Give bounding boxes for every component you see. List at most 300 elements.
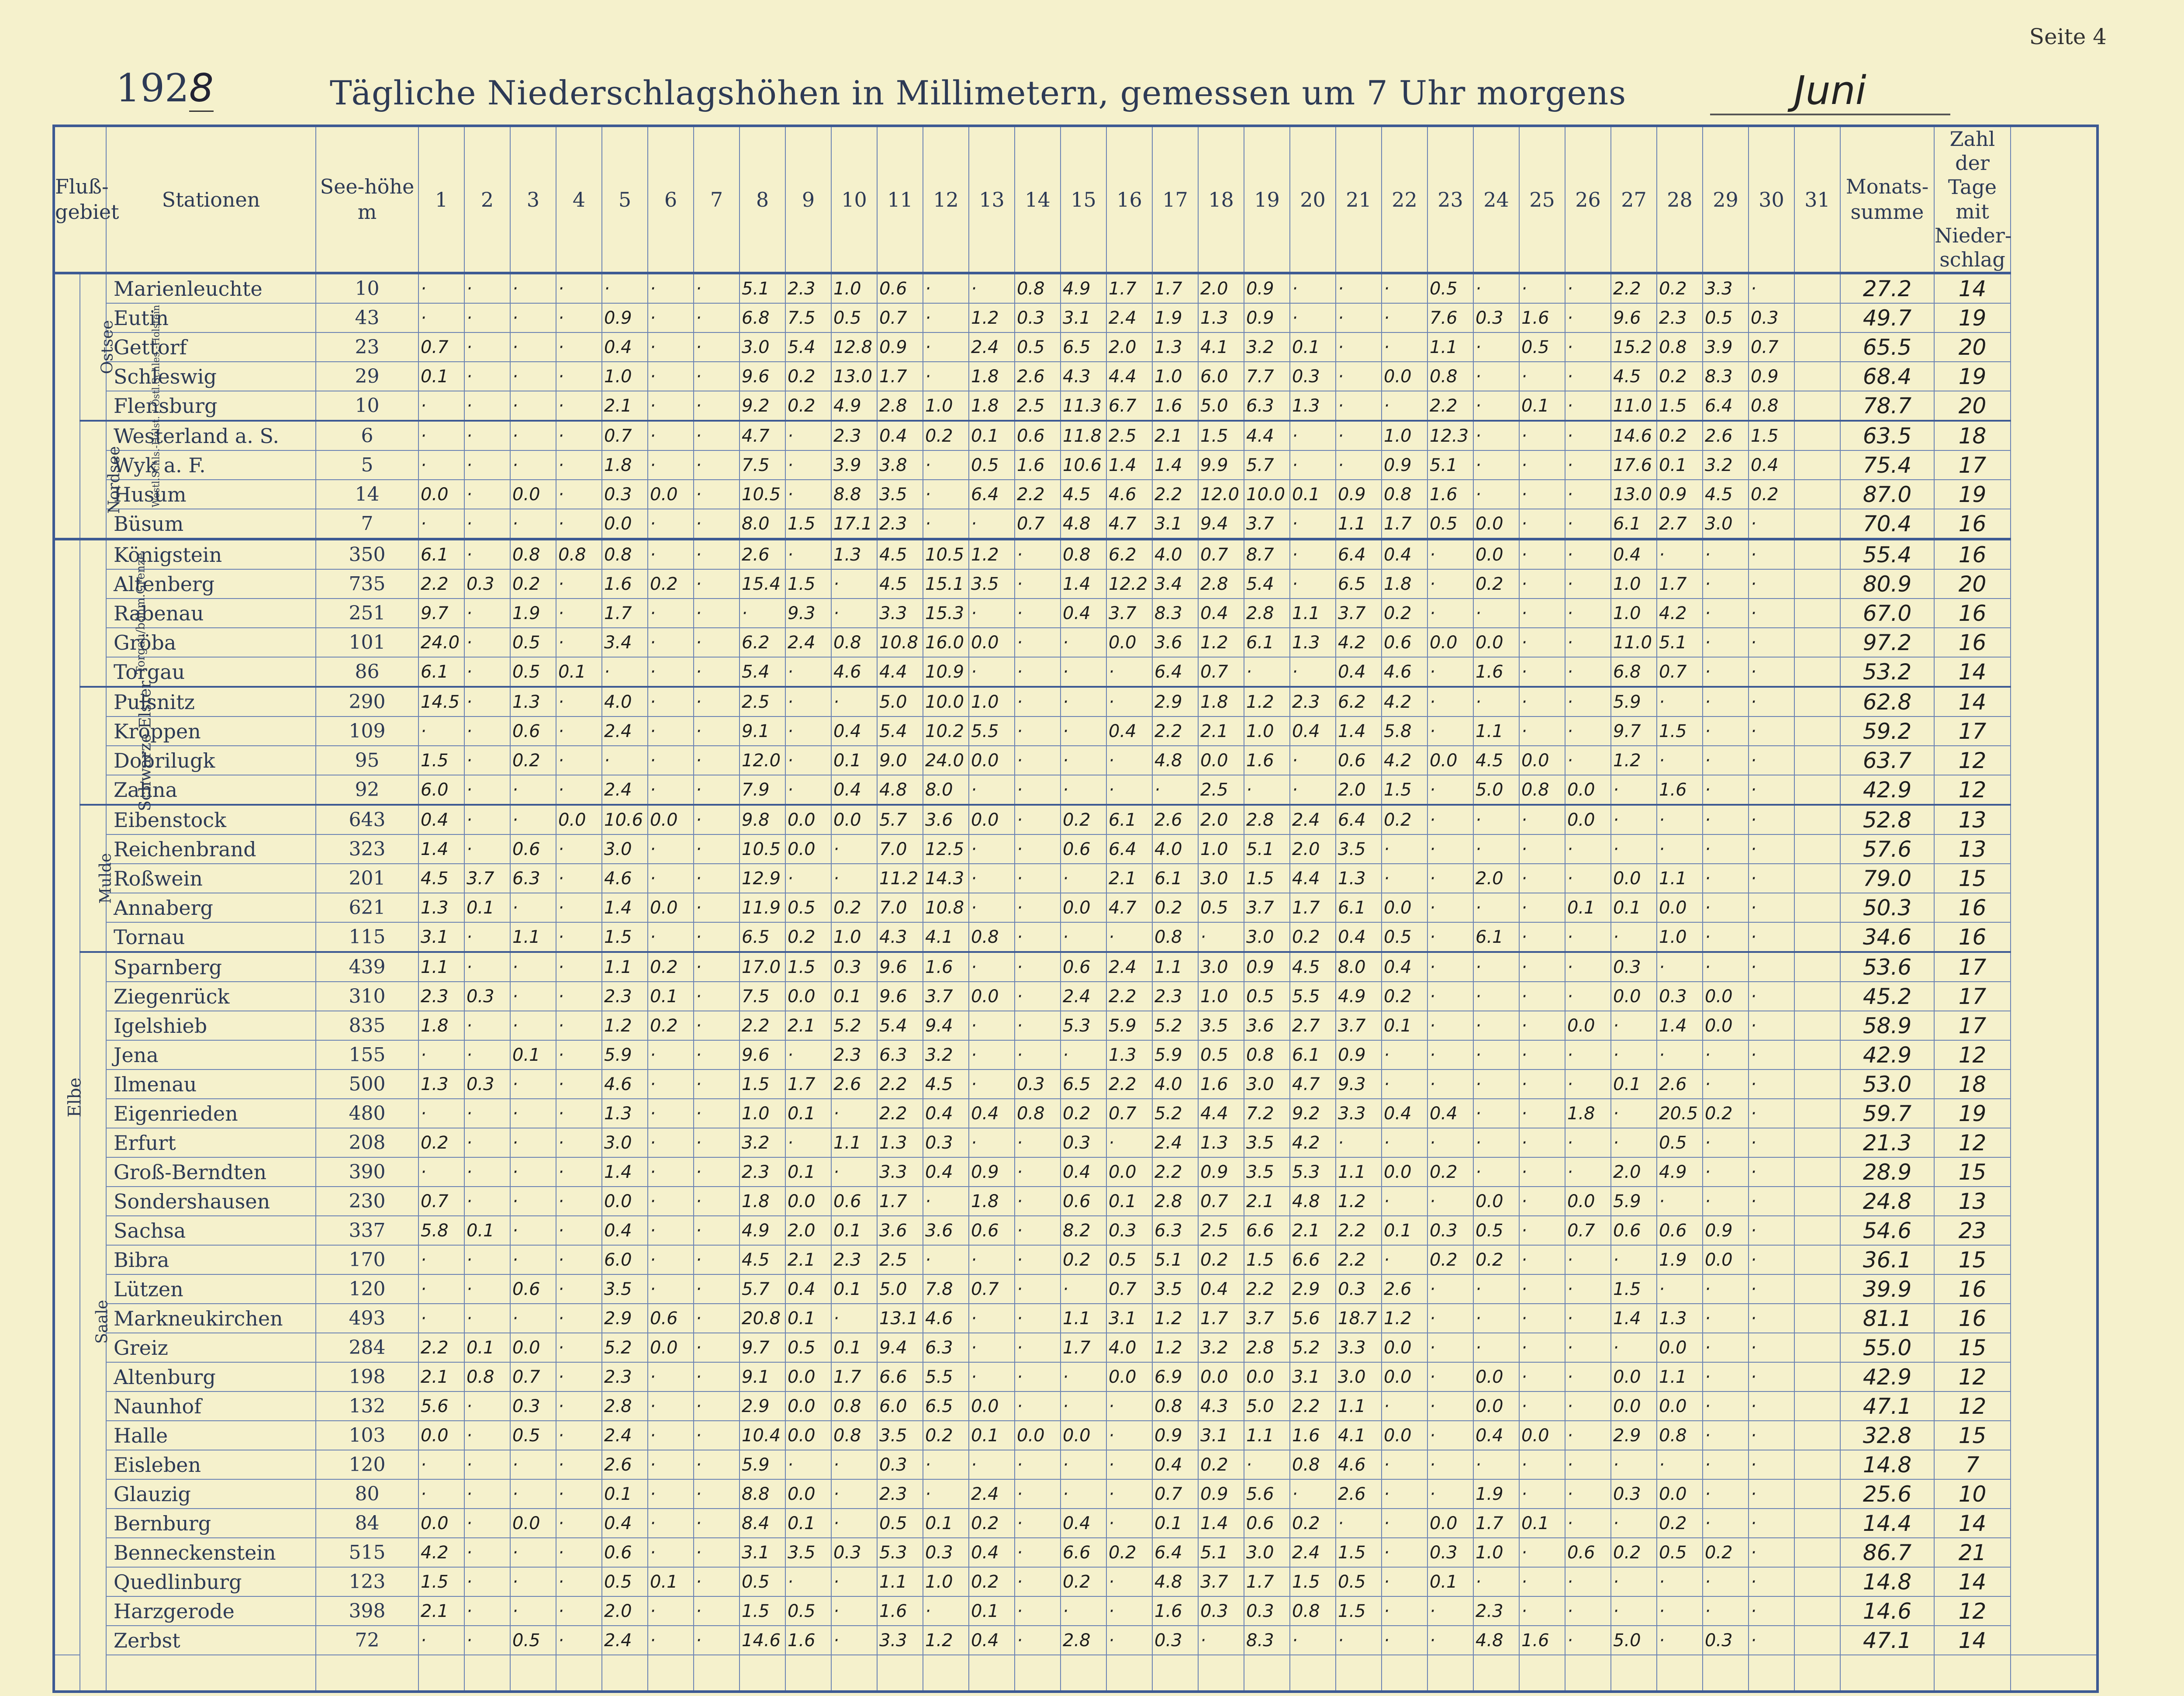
day-value: 0.1 bbox=[785, 1099, 831, 1128]
day-value: · bbox=[694, 509, 740, 539]
day-header: 27 bbox=[1611, 126, 1657, 273]
day-value: · bbox=[1749, 805, 1794, 834]
day-value: 3.5 bbox=[785, 1538, 831, 1567]
day-value: · bbox=[1657, 1274, 1703, 1304]
day-value: 1.5 bbox=[1749, 421, 1794, 450]
day-value: · bbox=[464, 1596, 510, 1626]
day-value: 0.6 bbox=[602, 1538, 648, 1567]
day-value: · bbox=[556, 1362, 602, 1391]
table-row bbox=[54, 922, 2098, 952]
day-value bbox=[1794, 1187, 1840, 1216]
day-value: 2.9 bbox=[1290, 1274, 1336, 1304]
day-value: 0.9 bbox=[1749, 362, 1794, 391]
monthly-sum: 21.3 bbox=[1840, 1128, 1934, 1157]
day-value: · bbox=[1703, 657, 1749, 687]
empty-cell bbox=[694, 1655, 740, 1692]
day-value: · bbox=[648, 273, 694, 303]
day-value: 0.0 bbox=[510, 480, 556, 509]
day-value: 0.2 bbox=[831, 893, 877, 922]
day-value: · bbox=[969, 1333, 1015, 1362]
day-value: 0.0 bbox=[1427, 746, 1473, 775]
day-value bbox=[1794, 1450, 1840, 1479]
day-value: 2.1 bbox=[418, 1596, 464, 1626]
day-value: · bbox=[694, 1040, 740, 1070]
day-value: · bbox=[510, 952, 556, 982]
day-value: · bbox=[969, 834, 1015, 864]
day-value: 1.6 bbox=[1198, 1070, 1244, 1099]
day-value: · bbox=[1565, 1245, 1611, 1274]
day-value: 7.7 bbox=[1244, 362, 1290, 391]
day-value: 0.3 bbox=[464, 569, 510, 599]
day-value: 6.4 bbox=[1152, 657, 1198, 687]
day-value: · bbox=[1473, 893, 1519, 922]
monthly-sum: 32.8 bbox=[1840, 1421, 1934, 1450]
day-value: · bbox=[418, 1479, 464, 1509]
day-value: · bbox=[648, 1040, 694, 1070]
day-value: · bbox=[1565, 362, 1611, 391]
day-value: 3.3 bbox=[877, 1157, 923, 1187]
day-value: 4.4 bbox=[1198, 1099, 1244, 1128]
day-value: · bbox=[923, 303, 969, 332]
station-elevation: 101 bbox=[316, 628, 418, 657]
day-value: 0.0 bbox=[785, 1187, 831, 1216]
day-value: 1.0 bbox=[740, 1099, 785, 1128]
day-value: · bbox=[831, 1450, 877, 1479]
day-value: · bbox=[1703, 952, 1749, 982]
day-value: · bbox=[510, 1128, 556, 1157]
day-value: 5.5 bbox=[1290, 982, 1336, 1011]
day-value: · bbox=[1611, 1245, 1657, 1274]
day-value: 2.0 bbox=[1198, 805, 1244, 834]
table-row bbox=[54, 893, 2098, 922]
day-value: 2.5 bbox=[877, 1245, 923, 1274]
day-header: 29 bbox=[1703, 126, 1749, 273]
day-value: 0.3 bbox=[831, 952, 877, 982]
day-value: · bbox=[923, 480, 969, 509]
day-value: · bbox=[1749, 1304, 1794, 1333]
rain-days: 17 bbox=[1934, 716, 2011, 746]
day-value: 2.8 bbox=[877, 391, 923, 421]
day-value: · bbox=[831, 1479, 877, 1509]
day-value: 0.5 bbox=[1657, 1538, 1703, 1567]
day-value: 0.2 bbox=[1749, 480, 1794, 509]
day-value: · bbox=[556, 273, 602, 303]
day-value: · bbox=[648, 303, 694, 332]
day-value: 1.5 bbox=[418, 1567, 464, 1596]
day-value: 5.1 bbox=[1198, 1538, 1244, 1567]
day-value: 2.2 bbox=[1244, 1274, 1290, 1304]
station-elevation: 84 bbox=[316, 1509, 418, 1538]
day-value bbox=[1794, 1070, 1840, 1099]
page-number: Seite 4 bbox=[2029, 24, 2107, 49]
day-value: · bbox=[1749, 716, 1794, 746]
day-value: 2.7 bbox=[1290, 1011, 1336, 1040]
day-value: 2.0 bbox=[1336, 775, 1382, 805]
day-value: · bbox=[1244, 1450, 1290, 1479]
day-value: · bbox=[694, 628, 740, 657]
day-value: 0.0 bbox=[1473, 539, 1519, 569]
day-value: · bbox=[648, 1157, 694, 1187]
day-value: 0.0 bbox=[1382, 893, 1427, 922]
day-value: · bbox=[556, 1304, 602, 1333]
day-value: 0.0 bbox=[785, 834, 831, 864]
day-value: · bbox=[1290, 303, 1336, 332]
monthly-sum: 62.8 bbox=[1840, 687, 1934, 716]
monthly-sum: 53.2 bbox=[1840, 657, 1934, 687]
day-value: 6.1 bbox=[1473, 922, 1519, 952]
day-value: · bbox=[694, 1567, 740, 1596]
day-value: · bbox=[694, 1479, 740, 1509]
day-value bbox=[1794, 952, 1840, 982]
station-elevation: 284 bbox=[316, 1333, 418, 1362]
day-value: · bbox=[1015, 1391, 1061, 1421]
day-value: 10.6 bbox=[1061, 450, 1106, 480]
day-value: · bbox=[464, 628, 510, 657]
day-value: · bbox=[1427, 569, 1473, 599]
day-value: 1.6 bbox=[1657, 775, 1703, 805]
day-value: 2.3 bbox=[831, 1040, 877, 1070]
day-value: · bbox=[1015, 1040, 1061, 1070]
day-value: · bbox=[1565, 746, 1611, 775]
day-value: 2.5 bbox=[1198, 775, 1244, 805]
table-body bbox=[54, 273, 2098, 1692]
day-value: 1.7 bbox=[831, 1362, 877, 1391]
day-value: · bbox=[464, 805, 510, 834]
day-value: · bbox=[510, 1157, 556, 1187]
day-value: 7.6 bbox=[1427, 303, 1473, 332]
day-value: 0.1 bbox=[1382, 1011, 1427, 1040]
station-elevation: 390 bbox=[316, 1157, 418, 1187]
day-value: · bbox=[1749, 1421, 1794, 1450]
day-value: 2.1 bbox=[1244, 1187, 1290, 1216]
day-value: 6.6 bbox=[1290, 1245, 1336, 1274]
day-value: · bbox=[1427, 1479, 1473, 1509]
day-value: 0.2 bbox=[1703, 1538, 1749, 1567]
day-value: · bbox=[464, 1040, 510, 1070]
day-value: 12.9 bbox=[740, 864, 785, 893]
day-value: 0.2 bbox=[1427, 1157, 1473, 1187]
day-header: 6 bbox=[648, 126, 694, 273]
rain-days: 15 bbox=[1934, 1421, 2011, 1450]
empty-cell bbox=[1290, 1655, 1336, 1692]
station-elevation: 493 bbox=[316, 1304, 418, 1333]
day-value: 0.0 bbox=[785, 1479, 831, 1509]
day-value: 0.1 bbox=[969, 1596, 1015, 1626]
day-value: 1.1 bbox=[1657, 864, 1703, 893]
day-value: · bbox=[1519, 1011, 1565, 1040]
day-value: 4.9 bbox=[1061, 273, 1106, 303]
day-value: · bbox=[1565, 1391, 1611, 1421]
day-value: 0.7 bbox=[877, 303, 923, 332]
monthly-sum: 67.0 bbox=[1840, 599, 1934, 628]
day-value: · bbox=[1290, 657, 1336, 687]
day-value: 5.2 bbox=[1152, 1099, 1198, 1128]
day-value: 1.8 bbox=[969, 1187, 1015, 1216]
day-value: 0.6 bbox=[1382, 628, 1427, 657]
day-value: · bbox=[1106, 1567, 1152, 1596]
day-value: 1.2 bbox=[1198, 628, 1244, 657]
elevation-header: See-höhe m bbox=[316, 126, 418, 273]
day-value: 1.7 bbox=[1152, 273, 1198, 303]
day-value: 0.9 bbox=[877, 332, 923, 362]
day-value: · bbox=[1427, 1421, 1473, 1450]
day-header: 17 bbox=[1152, 126, 1198, 273]
day-value: 0.2 bbox=[1198, 1245, 1244, 1274]
day-value: 0.0 bbox=[1519, 1421, 1565, 1450]
day-value: · bbox=[464, 1157, 510, 1187]
day-value: · bbox=[1290, 421, 1336, 450]
day-value: · bbox=[785, 1567, 831, 1596]
table-row bbox=[54, 1655, 2098, 1692]
day-value: · bbox=[1519, 922, 1565, 952]
day-value: 3.1 bbox=[1106, 1304, 1152, 1333]
rain-days: 16 bbox=[1934, 628, 2011, 657]
day-value: 4.3 bbox=[1198, 1391, 1244, 1421]
day-value: · bbox=[1749, 775, 1794, 805]
day-value: 2.4 bbox=[602, 716, 648, 746]
day-value: · bbox=[1749, 657, 1794, 687]
day-value: 0.3 bbox=[877, 1450, 923, 1479]
day-value: 3.5 bbox=[1152, 1274, 1198, 1304]
day-value: 1.9 bbox=[510, 599, 556, 628]
day-value: · bbox=[1565, 834, 1611, 864]
day-value: · bbox=[1061, 687, 1106, 716]
day-value: 0.1 bbox=[1565, 893, 1611, 922]
day-value: 0.5 bbox=[785, 893, 831, 922]
day-value: 8.3 bbox=[1244, 1626, 1290, 1655]
day-value: 2.8 bbox=[1061, 1626, 1106, 1655]
day-value: 5.6 bbox=[1290, 1304, 1336, 1333]
day-value: 4.9 bbox=[1336, 982, 1382, 1011]
day-value: · bbox=[1473, 952, 1519, 982]
day-value: 5.6 bbox=[1244, 1479, 1290, 1509]
empty-cell bbox=[1703, 1655, 1749, 1692]
day-value: 0.3 bbox=[923, 1538, 969, 1567]
rain-days: 21 bbox=[1934, 1538, 2011, 1567]
day-value: 14.6 bbox=[740, 1626, 785, 1655]
day-value: · bbox=[556, 834, 602, 864]
day-value: 1.1 bbox=[1336, 1157, 1382, 1187]
day-value: · bbox=[510, 273, 556, 303]
day-value: · bbox=[556, 1274, 602, 1304]
day-value: · bbox=[556, 450, 602, 480]
day-value bbox=[1794, 1391, 1840, 1421]
day-value: 3.9 bbox=[831, 450, 877, 480]
day-value: · bbox=[831, 1509, 877, 1538]
day-value: · bbox=[694, 1596, 740, 1626]
day-value: 0.0 bbox=[1198, 746, 1244, 775]
day-value: 2.2 bbox=[1427, 391, 1473, 421]
table-row bbox=[54, 362, 2098, 391]
day-value: 0.0 bbox=[969, 805, 1015, 834]
day-value: 8.8 bbox=[740, 1479, 785, 1509]
day-value: · bbox=[556, 599, 602, 628]
day-value: · bbox=[1749, 1626, 1794, 1655]
day-value: · bbox=[969, 952, 1015, 982]
empty-cell bbox=[1382, 1655, 1427, 1692]
day-value: 9.9 bbox=[1198, 450, 1244, 480]
day-value: 5.4 bbox=[785, 332, 831, 362]
day-value: · bbox=[510, 391, 556, 421]
day-value: · bbox=[969, 1362, 1015, 1391]
day-value: 2.6 bbox=[1382, 1274, 1427, 1304]
day-value: · bbox=[1015, 1333, 1061, 1362]
day-value: 5.0 bbox=[877, 687, 923, 716]
day-value: 2.2 bbox=[1015, 480, 1061, 509]
day-value: 0.0 bbox=[510, 1509, 556, 1538]
day-value: · bbox=[648, 1245, 694, 1274]
day-value: · bbox=[464, 421, 510, 450]
day-value: · bbox=[510, 1479, 556, 1509]
day-value: 2.0 bbox=[1198, 273, 1244, 303]
day-value: · bbox=[1290, 509, 1336, 539]
day-value: · bbox=[694, 1450, 740, 1479]
day-value: 0.1 bbox=[648, 982, 694, 1011]
rain-days: 14 bbox=[1934, 273, 2011, 303]
day-value: 2.3 bbox=[602, 1362, 648, 1391]
day-value: 5.8 bbox=[418, 1216, 464, 1245]
empty-cell bbox=[740, 1655, 785, 1692]
day-value: 2.3 bbox=[602, 982, 648, 1011]
day-value: 0.5 bbox=[1519, 332, 1565, 362]
day-value: · bbox=[1657, 805, 1703, 834]
day-value: 2.4 bbox=[602, 1626, 648, 1655]
empty-cell bbox=[1794, 1655, 1840, 1692]
station-name: Büsum bbox=[106, 509, 316, 539]
day-value: 4.7 bbox=[1106, 893, 1152, 922]
day-value: 0.1 bbox=[1152, 1509, 1198, 1538]
day-value: 1.3 bbox=[831, 539, 877, 569]
day-value: 6.4 bbox=[1152, 1538, 1198, 1567]
day-value: 3.3 bbox=[1703, 273, 1749, 303]
day-value: 0.7 bbox=[1106, 1274, 1152, 1304]
monthly-sum: 42.9 bbox=[1840, 1362, 1934, 1391]
day-value: · bbox=[1657, 1040, 1703, 1070]
day-value: · bbox=[1749, 1187, 1794, 1216]
day-value: · bbox=[1427, 1626, 1473, 1655]
day-value: 12.3 bbox=[1427, 421, 1473, 450]
day-value: 0.5 bbox=[510, 628, 556, 657]
day-value: 4.1 bbox=[923, 922, 969, 952]
day-value: · bbox=[1427, 716, 1473, 746]
station-elevation: 170 bbox=[316, 1245, 418, 1274]
day-value: 5.4 bbox=[1244, 569, 1290, 599]
day-value: 1.0 bbox=[602, 362, 648, 391]
day-value: · bbox=[1061, 1450, 1106, 1479]
day-value: · bbox=[969, 1040, 1015, 1070]
day-value: 2.1 bbox=[1106, 864, 1152, 893]
day-value: 0.0 bbox=[1473, 1362, 1519, 1391]
day-value: · bbox=[1427, 1040, 1473, 1070]
day-header: 4 bbox=[556, 126, 602, 273]
day-value: 0.8 bbox=[1519, 775, 1565, 805]
day-value: 3.3 bbox=[877, 1626, 923, 1655]
station-elevation: 835 bbox=[316, 1011, 418, 1040]
day-value: 0.3 bbox=[1290, 362, 1336, 391]
day-value: · bbox=[648, 1450, 694, 1479]
day-value: · bbox=[1749, 1362, 1794, 1391]
day-value bbox=[1794, 1099, 1840, 1128]
empty-cell bbox=[464, 1655, 510, 1692]
day-value bbox=[1794, 1274, 1840, 1304]
rain-days: 14 bbox=[1934, 1567, 2011, 1596]
day-value: 1.4 bbox=[418, 834, 464, 864]
day-value: · bbox=[648, 864, 694, 893]
day-value: · bbox=[464, 1099, 510, 1128]
day-value: · bbox=[1015, 539, 1061, 569]
day-value: 5.0 bbox=[877, 1274, 923, 1304]
day-value: 3.4 bbox=[1152, 569, 1198, 599]
station-name: Sondershausen bbox=[106, 1187, 316, 1216]
day-value bbox=[1794, 273, 1840, 303]
rain-days: 23 bbox=[1934, 1216, 2011, 1245]
day-value: 0.8 bbox=[1152, 1391, 1198, 1421]
rain-days: 19 bbox=[1934, 480, 2011, 509]
day-value: 4.9 bbox=[1657, 1157, 1703, 1187]
day-value: 2.5 bbox=[1015, 391, 1061, 421]
day-value: 1.1 bbox=[1061, 1304, 1106, 1333]
day-value: · bbox=[1015, 1304, 1061, 1333]
day-value: · bbox=[1565, 922, 1611, 952]
day-value: · bbox=[1703, 1421, 1749, 1450]
day-value: · bbox=[1611, 1128, 1657, 1157]
day-value: 0.0 bbox=[1382, 1333, 1427, 1362]
day-value: 0.1 bbox=[464, 893, 510, 922]
day-value: · bbox=[510, 1011, 556, 1040]
day-value bbox=[1794, 1157, 1840, 1187]
day-value: · bbox=[1749, 599, 1794, 628]
day-value: 1.7 bbox=[1106, 273, 1152, 303]
day-value: · bbox=[1106, 1509, 1152, 1538]
day-value: · bbox=[1703, 1040, 1749, 1070]
day-value: 20.8 bbox=[740, 1304, 785, 1333]
day-value: 2.3 bbox=[877, 1479, 923, 1509]
rain-days: 12 bbox=[1934, 775, 2011, 805]
day-value: 1.2 bbox=[1152, 1304, 1198, 1333]
rain-days: 14 bbox=[1934, 1626, 2011, 1655]
day-value: 0.1 bbox=[1657, 450, 1703, 480]
table-row bbox=[54, 1187, 2098, 1216]
day-value: 0.0 bbox=[648, 893, 694, 922]
day-value: · bbox=[1565, 864, 1611, 893]
day-value: · bbox=[1703, 687, 1749, 716]
day-value: · bbox=[1015, 657, 1061, 687]
day-value: 4.3 bbox=[877, 922, 923, 952]
day-value: 4.6 bbox=[1336, 1450, 1382, 1479]
day-value: 4.2 bbox=[1382, 746, 1427, 775]
day-value: · bbox=[556, 746, 602, 775]
day-value: 14.3 bbox=[923, 864, 969, 893]
day-value: · bbox=[1473, 834, 1519, 864]
day-value: 0.4 bbox=[785, 1274, 831, 1304]
day-value: 0.3 bbox=[1061, 1128, 1106, 1157]
day-value: · bbox=[694, 1099, 740, 1128]
day-value: 2.8 bbox=[1244, 805, 1290, 834]
day-value: · bbox=[648, 775, 694, 805]
day-value: · bbox=[1519, 1304, 1565, 1333]
day-value: · bbox=[464, 1509, 510, 1538]
monthly-sum: 78.7 bbox=[1840, 391, 1934, 421]
day-value: · bbox=[1015, 569, 1061, 599]
day-value: 5.9 bbox=[1106, 1011, 1152, 1040]
day-value: · bbox=[1565, 1509, 1611, 1538]
day-value: · bbox=[648, 539, 694, 569]
day-value: · bbox=[464, 1187, 510, 1216]
day-value: · bbox=[510, 1245, 556, 1274]
station-elevation: 208 bbox=[316, 1128, 418, 1157]
day-value: · bbox=[1061, 1040, 1106, 1070]
day-value: · bbox=[1703, 805, 1749, 834]
